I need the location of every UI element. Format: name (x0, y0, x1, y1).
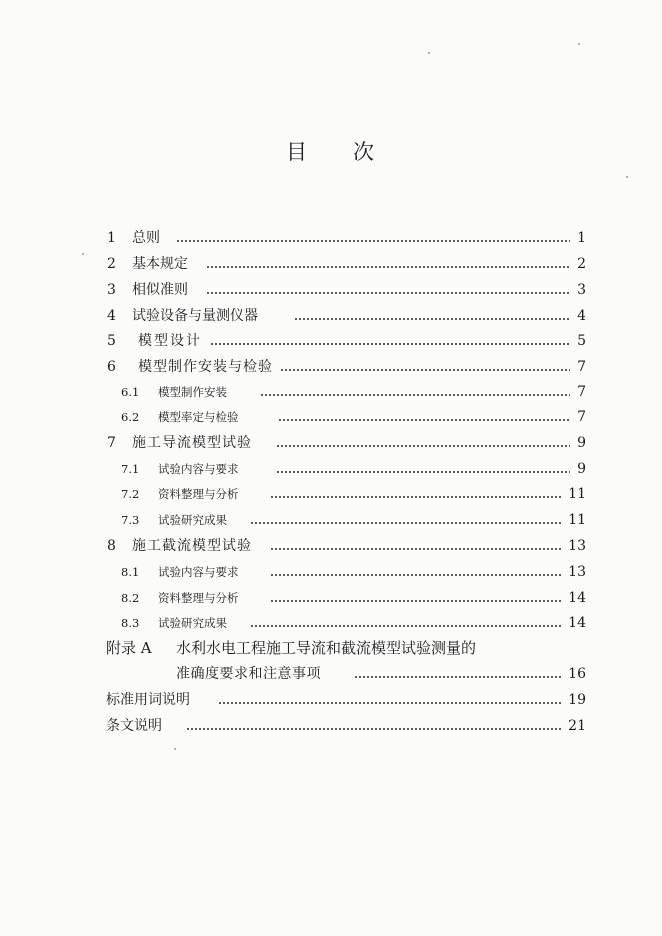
toc-entry[interactable] (0, 228, 662, 248)
toc-subentry[interactable] (0, 510, 662, 530)
toc-entry-number: 6.1 (121, 385, 140, 399)
toc-subentry[interactable] (0, 562, 662, 582)
toc-entry-number: 8.2 (121, 591, 140, 605)
toc-entry-label: 相似准则 (132, 282, 188, 298)
toc-title-char-1: 目 (286, 140, 309, 164)
dot-leader (250, 613, 562, 633)
toc-entry-page: 16 (568, 666, 586, 682)
dot-leader (176, 228, 570, 248)
toc-entry-label: 基本规定 (132, 256, 188, 272)
toc-entry-number: 8.1 (121, 565, 140, 579)
toc-entry-number: 7.1 (121, 462, 140, 476)
toc-entry[interactable] (0, 716, 662, 736)
toc-entry-number: 7 (107, 435, 116, 451)
toc-subentry[interactable] (0, 613, 662, 633)
toc-entry-number: 2 (107, 256, 116, 272)
toc-entry[interactable] (0, 433, 662, 453)
toc-entry-number: 7.3 (121, 513, 140, 527)
toc-entry-label: 试验研究成果 (158, 616, 227, 630)
toc-entry-label: 试验研究成果 (158, 513, 227, 527)
toc-entry-page: 2 (577, 256, 586, 272)
toc-entry-number: 5 (107, 333, 116, 349)
toc-entry-label: 资料整理与分析 (158, 487, 239, 501)
toc-entry-label: 施工截流模型试验 (132, 538, 252, 554)
toc-entry-label: 模型制作安装 (158, 385, 227, 399)
toc-entry-page: 13 (568, 564, 586, 580)
scan-speck (82, 253, 84, 255)
toc-entry-number: 3 (107, 282, 116, 298)
dot-leader (278, 407, 570, 427)
toc-entry-label: 试验内容与要求 (158, 462, 239, 476)
toc-entry-number: 6.2 (121, 410, 140, 424)
toc-entry-number: 附录 A (106, 639, 152, 657)
toc-entry-page: 11 (568, 512, 586, 528)
toc-title-char-2: 次 (353, 140, 376, 164)
toc-entry-number: 6 (107, 359, 116, 375)
dot-leader (270, 484, 562, 504)
toc-appendix-entry-continued[interactable] (0, 664, 662, 684)
toc-entry[interactable] (0, 536, 662, 556)
toc-appendix-entry[interactable] (0, 638, 662, 658)
dot-leader (354, 664, 562, 684)
dot-leader (276, 459, 570, 479)
toc-subentry[interactable] (0, 588, 662, 608)
dot-leader (270, 536, 562, 556)
toc-entry[interactable] (0, 357, 662, 377)
toc-entry-number: 7.2 (121, 487, 140, 501)
toc-entry-page: 7 (577, 359, 586, 375)
dot-leader (276, 433, 570, 453)
toc-entry-number: 1 (107, 230, 116, 246)
scan-speck (174, 748, 176, 750)
toc-entry-label: 条文说明 (106, 718, 162, 734)
toc-entry[interactable] (0, 306, 662, 326)
toc-subentry[interactable] (0, 484, 662, 504)
toc-entry-label: 模型设计 (138, 333, 202, 349)
toc-entry-page: 9 (577, 435, 586, 451)
toc-subentry[interactable] (0, 382, 662, 402)
toc-entry-number: 4 (107, 308, 116, 324)
dot-leader (280, 357, 570, 377)
toc-entry-label: 模型制作安装与检验 (138, 359, 273, 375)
toc-title (0, 136, 662, 166)
toc-entry-page: 1 (577, 230, 586, 246)
dot-leader (218, 690, 562, 710)
toc-entry-number: 8 (107, 538, 116, 554)
toc-entry-label: 总则 (132, 230, 160, 246)
toc-entry-number: 8.3 (121, 616, 140, 630)
toc-entry-page: 21 (568, 718, 586, 734)
toc-entry-label: 标准用词说明 (106, 692, 190, 708)
toc-entry-page: 14 (568, 590, 586, 606)
dot-leader (206, 280, 570, 300)
toc-entry-label: 模型率定与检验 (158, 410, 239, 424)
scan-speck (626, 176, 628, 178)
toc-entry-page: 14 (568, 615, 586, 631)
toc-entry-page: 11 (568, 486, 586, 502)
toc-entry-page: 7 (577, 384, 586, 400)
toc-entry-label: 试验内容与要求 (158, 565, 239, 579)
scan-speck (428, 52, 430, 54)
dot-leader (186, 716, 562, 736)
dot-leader (206, 254, 570, 274)
toc-entry-page: 9 (577, 461, 586, 477)
toc-entry[interactable] (0, 331, 662, 351)
dot-leader (270, 588, 562, 608)
toc-entry-label: 水利水电工程施工导流和截流模型试验测量的 (176, 639, 477, 657)
dot-leader (294, 306, 570, 326)
toc-entry[interactable] (0, 254, 662, 274)
toc-entry-page: 19 (568, 692, 586, 708)
toc-entry-page: 13 (568, 538, 586, 554)
toc-entry-page: 5 (577, 333, 586, 349)
toc-entry-page: 3 (577, 282, 586, 298)
toc-entry-label: 准确度要求和注意事项 (176, 666, 321, 682)
dot-leader (270, 562, 562, 582)
toc-entry-page: 7 (577, 409, 586, 425)
toc-entry-label: 施工导流模型试验 (132, 435, 252, 451)
dot-leader (260, 382, 570, 402)
toc-entry-label: 试验设备与量测仪器 (132, 308, 258, 324)
dot-leader (210, 331, 570, 351)
scan-speck (578, 43, 580, 45)
toc-subentry[interactable] (0, 407, 662, 427)
dot-leader (250, 510, 562, 530)
toc-entry[interactable] (0, 280, 662, 300)
toc-subentry[interactable] (0, 459, 662, 479)
toc-entry[interactable] (0, 690, 662, 710)
toc-entry-label: 资料整理与分析 (158, 591, 239, 605)
toc-entry-page: 4 (577, 308, 586, 324)
